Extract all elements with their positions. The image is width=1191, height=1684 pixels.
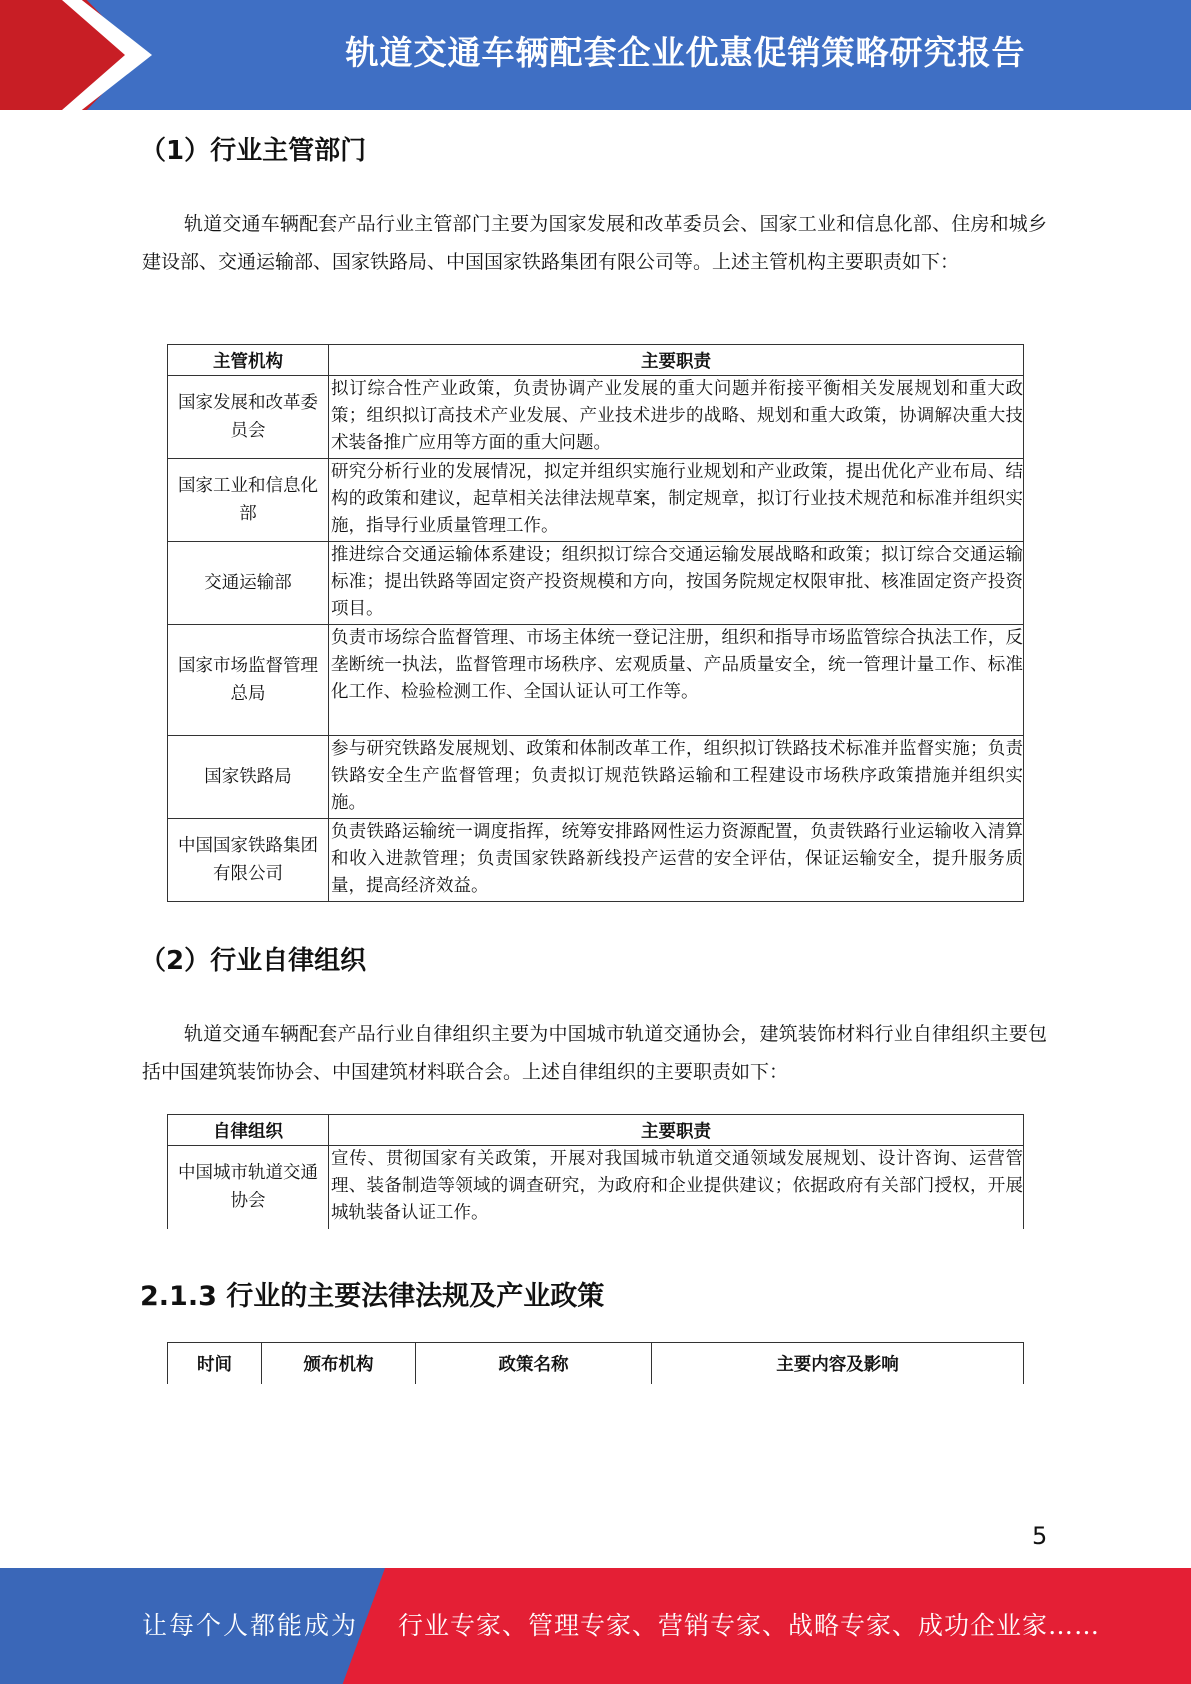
table-row: [168, 736, 1024, 819]
paragraph-self-regulatory: 轨道交通车辆配套产品行业自律组织主要为中国城市轨道交通协会，建筑装饰材料行业自律组织主要包括中国建筑装饰协会、中国建筑材料联合会。上述自律组织的主要职责如下：: [142, 1023, 1047, 1083]
duty-cell: 宣传、贯彻国家有关政策，开展对我国城市轨道交通领域发展规划、设计咨询、运营管理、装备制造等领域的调查研究，为政府和企业提供建议；依据政府有关部门授权，开展城轨装备认证工作。: [329, 1146, 1024, 1229]
table-header-row: [168, 1115, 1024, 1146]
duty-cell: 拟订综合性产业政策，负责协调产业发展的重大问题并衔接平衡相关发展规划和重大政策；组织拟订高技术产业发展、产业技术进步的战略、规划和重大政策，协调解决重大技术装备推广应用等方面的重大问题。: [329, 376, 1024, 459]
duty-cell: 研究分析行业的发展情况，拟定并组织实施行业规划和产业政策，提出优化产业布局、结构的政策和建议，起草相关法律法规草案，制定规章，拟订行业技术规范和标准并组织实施，指导行业质量管理工作。: [329, 459, 1024, 542]
table-header-row: [168, 1343, 1024, 1384]
page-footer: [0, 1568, 1191, 1684]
org-cell: 交通运输部: [168, 542, 329, 625]
page-number: 5: [1032, 1522, 1048, 1550]
table-row: [168, 376, 1024, 459]
duty-cell: 推进综合交通运输体系建设；组织拟订综合交通运输发展战略和政策；拟订综合交通运输标准；提出铁路等固定资产投资规模和方向，按国务院规定权限审批、核准固定资产投资项目。: [329, 542, 1024, 625]
org-cell: 国家发展和改革委员会: [168, 376, 329, 459]
footer-slogan-left: 让每个人都能成为: [142, 1611, 359, 1640]
table-row: [168, 625, 1024, 736]
org-cell: 中国国家铁路集团有限公司: [168, 819, 329, 902]
duty-cell: 参与研究铁路发展规划、政策和体制改革工作，组织拟订铁路技术标准并监督实施；负责铁路安全生产监督管理；负责拟订规范铁路运输和工程建设市场秩序政策措施并组织实施。: [329, 736, 1024, 819]
column-header: 政策名称: [416, 1343, 652, 1384]
org-cell: 国家铁路局: [168, 736, 329, 819]
column-header: 主要职责: [329, 345, 1024, 376]
org-cell: 中国城市轨道交通协会: [168, 1146, 329, 1229]
column-header: 自律组织: [168, 1115, 329, 1146]
page-header: [0, 0, 1191, 110]
report-title: 轨道交通车辆配套企业优惠促销策略研究报告: [345, 33, 1026, 72]
table-header-row: [168, 345, 1024, 376]
table-row: [168, 542, 1024, 625]
laws-policies-table: [167, 1342, 1024, 1384]
column-header: 颁布机构: [262, 1343, 416, 1384]
section-heading-regulators: （1）行业主管部门: [140, 136, 367, 166]
org-cell: 国家工业和信息化部: [168, 459, 329, 542]
table-row: [168, 819, 1024, 902]
section-heading-laws-policies: 2.1.3 行业的主要法律法规及产业政策: [140, 1281, 605, 1312]
duty-cell: 负责市场综合监督管理、市场主体统一登记注册，组织和指导市场监管综合执法工作，反垄断统一执法，监督管理市场秩序、宏观质量、产品质量安全，统一管理计量工作、标准化工作、检验检测工作、全国认证认可工作等。: [329, 625, 1024, 736]
footer-slogan-right: 行业专家、管理专家、营销专家、战略专家、成功企业家……: [398, 1611, 1101, 1640]
org-cell: 国家市场监督管理总局: [168, 625, 329, 736]
paragraph-regulators: 轨道交通车辆配套产品行业主管部门主要为国家发展和改革委员会、国家工业和信息化部、住房和城乡建设部、交通运输部、国家铁路局、中国国家铁路集团有限公司等。上述主管机构主要职责如下：: [142, 213, 1047, 273]
regulators-table: [167, 344, 1024, 902]
header-red-arrow-decoration: [0, 0, 140, 110]
column-header: 主要内容及影响: [652, 1343, 1024, 1384]
duty-cell: 负责铁路运输统一调度指挥，统筹安排路网性运力资源配置，负责铁路行业运输收入清算和收入进款管理；负责国家铁路新线投产运营的安全评估，保证运输安全，提升服务质量，提高经济效益。: [329, 819, 1024, 902]
table-row: [168, 459, 1024, 542]
self-regulatory-table: [167, 1114, 1024, 1229]
column-header: 时间: [168, 1343, 262, 1384]
table-row: [168, 1146, 1024, 1229]
column-header: 主要职责: [329, 1115, 1024, 1146]
section-heading-self-regulatory: （2）行业自律组织: [140, 946, 367, 976]
column-header: 主管机构: [168, 345, 329, 376]
